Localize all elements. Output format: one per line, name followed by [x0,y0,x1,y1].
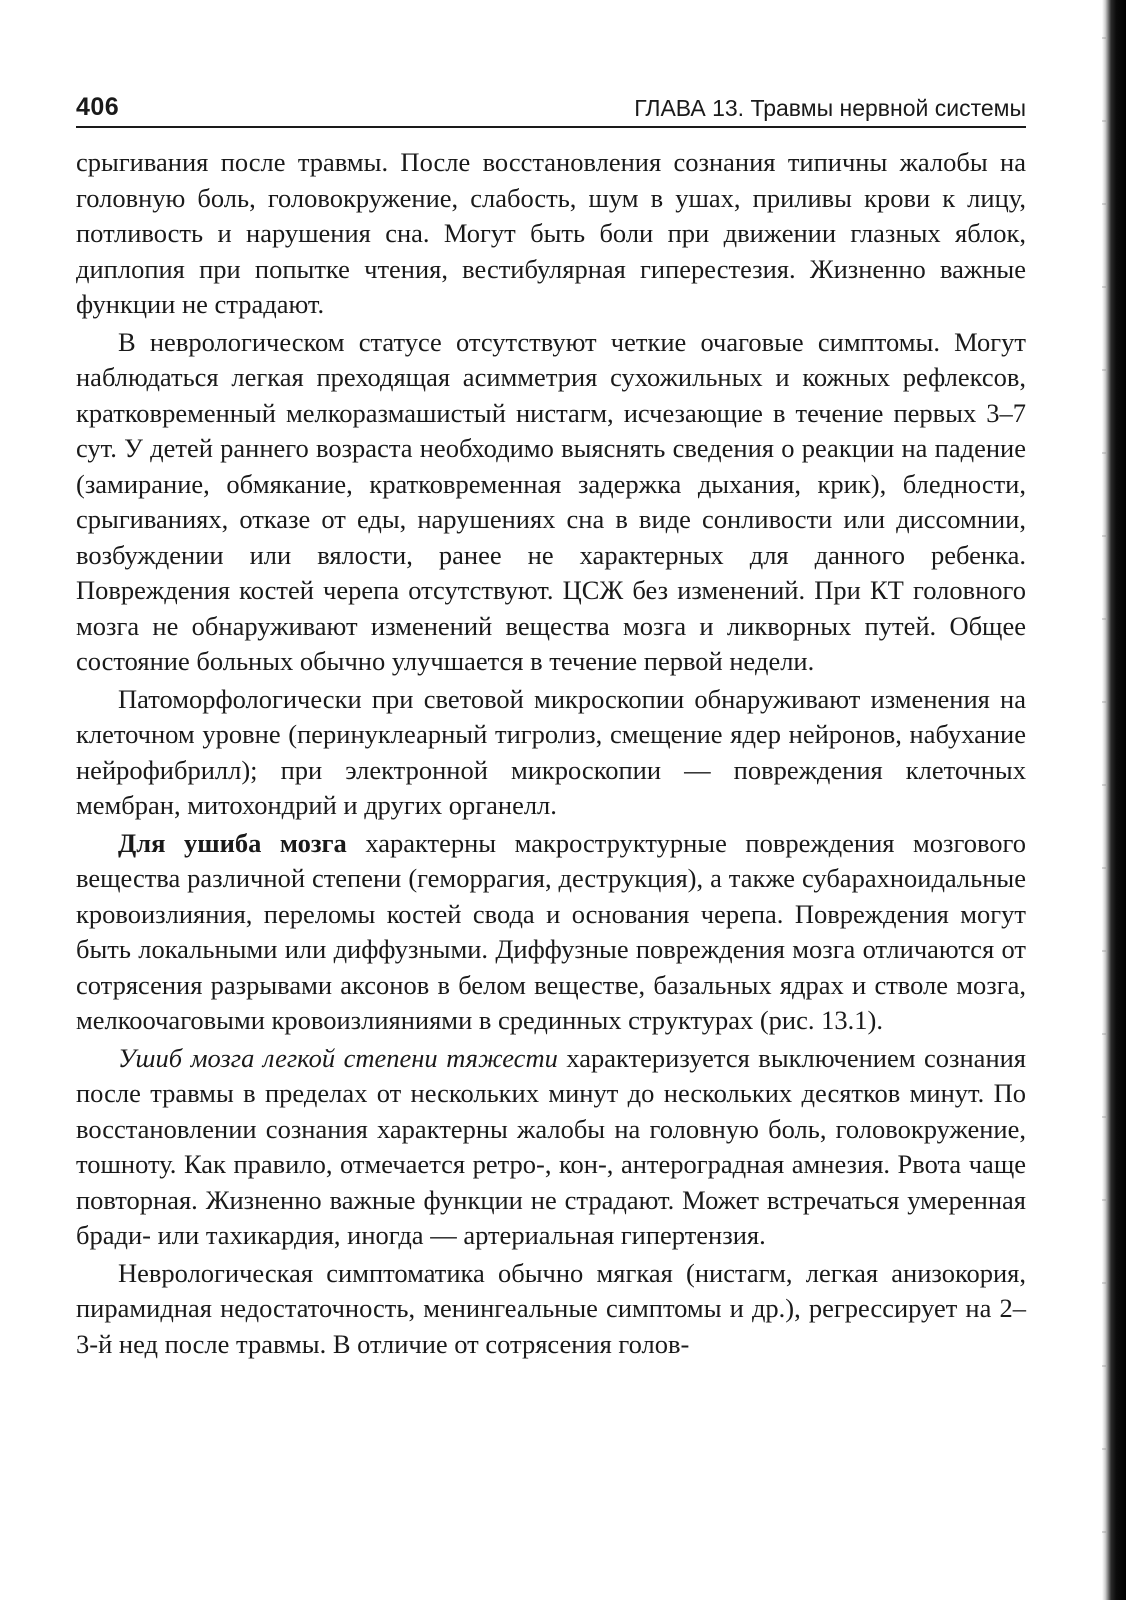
paragraph-text: срыгивания после травмы. После восстановления сознания типичны жалобы на головную боль, головокружение, слабость, шум в ушах, приливы крови к лицу, потливость и нарушения сна. Могут быть боли при движении глазных яблок, диплопия при попытке чтения, вестибулярная гиперестезия. Жизненно важные функции не страдают. [76,147,1026,319]
paragraph-mild-contusion [76,1041,1026,1254]
paragraph-text: характерны макроструктурные повреждения мозгового вещества различной степени (геморрагия, деструкция), а также субарахноидальные кровоизлияния, переломы костей свода и основания черепа. Повреждения могут быть локальными или диффузными. Диффузные повреждения мозга отличаются от сотрясения разрывами аксонов в белом веществе, базальных ядрах и стволе мозга, мелкоочаговыми кровоизлияниями в срединных структурах (рис. 13.1). [76,827,1026,1035]
page-body [76,145,1026,1362]
paragraph-neuro-symptoms [76,1256,1026,1363]
bold-lead-term: Для ушиба мозга [118,827,347,858]
paragraph-text: Патоморфологически при световой микроскопии обнаруживают изменения на клеточном уровне (перинуклеарный тигролиз, смещение ядер нейронов, набухание нейрофибрилл); при электронной микроскопии — повреждения клеточных мембран, митохондрий и других органелл. [76,683,1026,820]
paragraph-text: Неврологическая симптоматика обычно мягкая (нистагм, легкая анизокория, пирамидная недостаточность, менингеальные симптомы и др.), регрессирует на 2–3-й нед после травмы. В отличие от сотрясения голов- [76,1257,1026,1359]
scan-edge-noise [1102,0,1106,1600]
italic-lead-term: Ушиб мозга легкой степени тяжести [118,1042,558,1073]
running-header [76,92,1026,128]
page-number: 406 [76,93,120,121]
chapter-title: ГЛАВА 13. Травмы нервной системы [634,95,1026,121]
paragraph-neuro-status [76,325,1026,680]
paragraph-brain-contusion [76,826,1026,1039]
paragraph-continued [76,145,1026,323]
paragraph-text: характеризуется выключением сознания после травмы в пределах от нескольких минут до нескольких десятков минут. По восстановлении сознания характерны жалобы на головную боль, головокружение, тошноту. Как правило, отмечается ретро-, кон-, антероградная амнезия. Рвота чаще повторная. Жизненно важные функции не страдают. Может встречаться умеренная бради- или тахикардия, иногда — артериальная гипертензия. [76,1042,1026,1250]
paragraph-text: В неврологическом статусе отсутствуют четкие очаговые симптомы. Могут наблюдаться легкая преходящая асимметрия сухожильных и кожных рефлексов, кратковременный мелкоразмашистый нистагм, исчезающие в течение первых 3–7 сут. У детей раннего возраста необходимо выяснять сведения о реакции на падение (замирание, обмякание, кратковременная задержка дыхания, крик), бледности, срыгиваниях, отказе от еды, нарушениях сна в виде сонливости или диссомнии, возбуждении или вялости, ранее не характерных для данного ребенка. Повреждения костей черепа отсутствуют. ЦСЖ без изменений. При КТ головного мозга не обнаруживают изменений вещества мозга и ликворных путей. Общее состояние больных обычно улучшается в течение первой недели. [76,326,1026,676]
paragraph-pathomorphology [76,682,1026,824]
